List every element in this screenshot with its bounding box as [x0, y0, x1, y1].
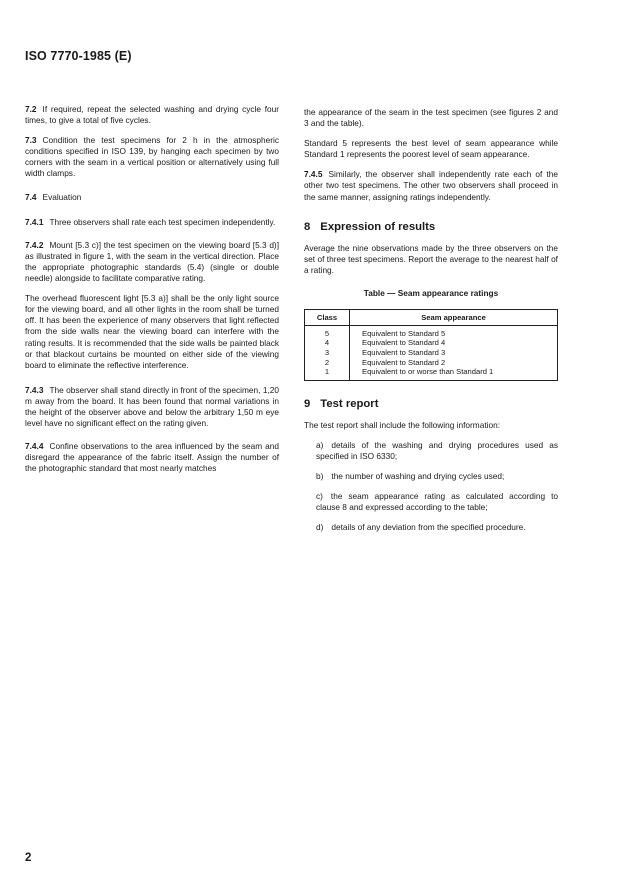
- table-row: 4 Equivalent to Standard 4: [305, 338, 558, 348]
- list-item: d) details of any deviation from the specified procedure.: [316, 522, 526, 533]
- column-header-seam-appearance: Seam appearance: [350, 310, 558, 326]
- table-caption: Table — Seam appearance ratings: [363, 288, 499, 299]
- clause-7-4-4-continued: the appearance of the seam in the test specimen (see figures 2 and 3 and the table).: [304, 107, 558, 129]
- section-8-text: Average the nine observations made by the three observers on the set of three test specimens. Report the average to the nearest half of a rating.: [304, 242, 558, 275]
- table-row: 2 Equivalent to Standard 2: [305, 358, 558, 368]
- page-number: 2: [25, 852, 32, 864]
- standards-paragraph: Standard 5 represents the best level of seam appearance while Standard 1 represents the poorest level of seam appearance.: [304, 138, 558, 160]
- clause-7-4-2-paragraph: The overhead fluorescent light [5.3 a)] shall be the only light source for the viewing board, and all other lights in the room shall be turned off. It has been the experience of many observers that light reflected from the side walls near the viewing board can interfere with the rating results. It is recommended that the side walls be painted black or that blackout curtains be mounted on either side of the viewing board to eliminate the reflective interference.: [25, 293, 279, 370]
- list-item: a) details of the washing and drying procedures used as specified in ISO 6330;: [316, 439, 558, 461]
- clause-7-4-3: 7.4.3 The observer shall stand directly in front of the specimen, 1,20 m away from the board. It has been found that normal variations in the height of the observer above and below the arbitrary 1,50 m eye level have no significant effect on the rating given.: [25, 384, 279, 429]
- section-9-heading: 9 Test report: [304, 397, 379, 410]
- test-report-items: [304, 440, 558, 534]
- left-column: [25, 104, 279, 483]
- clause-7-4-2: 7.4.2 Mount [5.3 c)] the test specimen on the viewing board [5.3 d)] as illustrated in figure 1, with the seam in the vertical direction. Place the appropriate photographic standards (5.4) (single or double needle) alongside to facilitate comparative rating.: [25, 239, 279, 284]
- table-row: 1 Equivalent to or worse than Standard 1: [305, 367, 558, 380]
- list-item: b) the number of washing and drying cycles used;: [316, 471, 505, 482]
- seam-appearance-table: [304, 309, 558, 381]
- clause-7-3: 7.3 Condition the test specimens for 2 h in the atmospheric conditions specified in ISO 139, by hanging each specimen by two corners with the seam in a vertical position or alternatively using full width clamps.: [25, 135, 279, 179]
- column-header-class: Class: [305, 310, 350, 326]
- document-header: ISO 7770-1985 (E): [25, 49, 132, 63]
- table-row: 3 Equivalent to Standard 3: [305, 348, 558, 358]
- clause-7-4-heading: 7.4 Evaluation: [25, 191, 82, 202]
- section-9-intro: The test report shall include the following information:: [304, 419, 501, 430]
- table-header-row: [305, 310, 558, 326]
- table-row: 5 Equivalent to Standard 5: [305, 325, 558, 338]
- section-8-heading: 8 Expression of results: [304, 220, 436, 233]
- clause-7-2: 7.2 If required, repeat the selected washing and drying cycle four times, to give a total of five cycles.: [25, 104, 279, 126]
- clause-7-4-5: 7.4.5 Similarly, the observer shall independently rate each of the other two test specimens. The other two observers shall proceed in the same manner, assigning ratings independently.: [304, 169, 558, 202]
- clause-7-4-1: 7.4.1 Three observers shall rate each test specimen independently.: [25, 216, 276, 227]
- right-column: [304, 107, 558, 542]
- list-item: c) the seam appearance rating as calculated according to clause 8 and expressed according to the table;: [316, 491, 558, 513]
- clause-7-4-4: 7.4.4 Confine observations to the area influenced by the seam and disregard the appearance of the fabric itself. Assign the number of the photographic standard that most nearly matches: [25, 441, 279, 474]
